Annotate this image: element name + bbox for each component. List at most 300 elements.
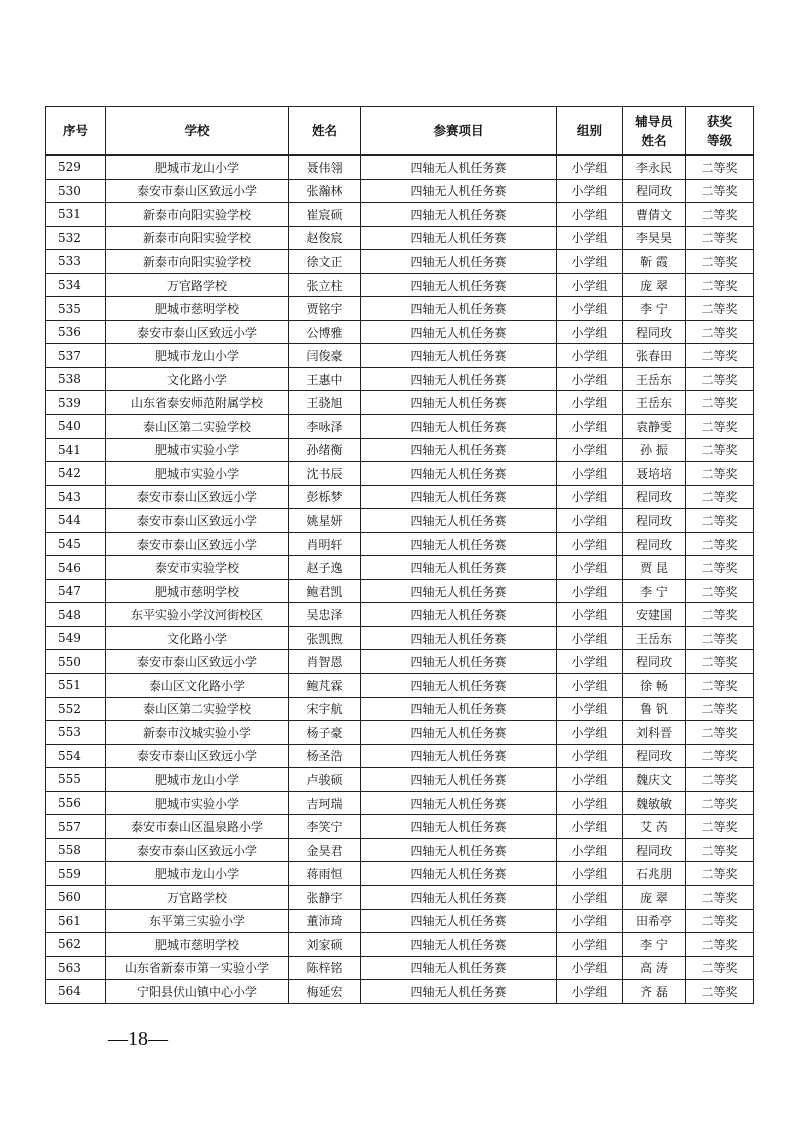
cell-group: 小学组 (557, 415, 623, 439)
cell-no: 546 (46, 556, 106, 580)
table-row (46, 744, 754, 768)
table-body (46, 155, 754, 1003)
cell-name: 赵子逸 (289, 556, 361, 580)
cell-name: 沈书辰 (289, 462, 361, 486)
cell-event: 四轴无人机任务赛 (361, 391, 557, 415)
cell-teacher: 李昊昊 (623, 226, 686, 250)
cell-school: 东平第三实验小学 (106, 909, 289, 933)
cell-no: 529 (46, 155, 106, 179)
cell-group: 小学组 (557, 297, 623, 321)
header-event: 参赛项目 (361, 107, 557, 156)
cell-event: 四轴无人机任务赛 (361, 626, 557, 650)
cell-name: 金昊君 (289, 838, 361, 862)
cell-school: 泰安市泰山区温泉路小学 (106, 815, 289, 839)
cell-event: 四轴无人机任务赛 (361, 697, 557, 721)
cell-teacher: 徐 畅 (623, 674, 686, 698)
cell-school: 肥城市龙山小学 (106, 155, 289, 179)
cell-award: 二等奖 (686, 862, 754, 886)
cell-group: 小学组 (557, 721, 623, 745)
cell-no: 550 (46, 650, 106, 674)
cell-name: 张静宇 (289, 885, 361, 909)
cell-teacher: 魏敏敏 (623, 791, 686, 815)
cell-teacher: 田希亭 (623, 909, 686, 933)
table-row (46, 815, 754, 839)
cell-event: 四轴无人机任务赛 (361, 344, 557, 368)
table-row (46, 415, 754, 439)
cell-school: 万官路学校 (106, 885, 289, 909)
cell-group: 小学组 (557, 626, 623, 650)
cell-name: 张凯煦 (289, 626, 361, 650)
table-row (46, 556, 754, 580)
cell-event: 四轴无人机任务赛 (361, 980, 557, 1004)
cell-group: 小学组 (557, 462, 623, 486)
cell-name: 鲍芃霖 (289, 674, 361, 698)
cell-award: 二等奖 (686, 391, 754, 415)
cell-teacher: 张春田 (623, 344, 686, 368)
cell-school: 文化路小学 (106, 367, 289, 391)
table-row (46, 603, 754, 627)
cell-name: 梅延宏 (289, 980, 361, 1004)
cell-event: 四轴无人机任务赛 (361, 155, 557, 179)
cell-name: 肖智恩 (289, 650, 361, 674)
cell-event: 四轴无人机任务赛 (361, 579, 557, 603)
cell-name: 彭栎梦 (289, 485, 361, 509)
cell-school: 肥城市龙山小学 (106, 344, 289, 368)
cell-group: 小学组 (557, 603, 623, 627)
cell-teacher: 高 涛 (623, 956, 686, 980)
cell-award: 二等奖 (686, 462, 754, 486)
cell-teacher: 王岳东 (623, 391, 686, 415)
cell-no: 531 (46, 203, 106, 227)
cell-teacher: 石兆朋 (623, 862, 686, 886)
cell-award: 二等奖 (686, 744, 754, 768)
cell-name: 张瀚林 (289, 179, 361, 203)
cell-name: 徐文正 (289, 250, 361, 274)
cell-group: 小学组 (557, 674, 623, 698)
cell-group: 小学组 (557, 791, 623, 815)
cell-school: 东平实验小学汶河街校区 (106, 603, 289, 627)
cell-event: 四轴无人机任务赛 (361, 650, 557, 674)
cell-school: 泰安市泰山区致远小学 (106, 320, 289, 344)
cell-school: 泰山区文化路小学 (106, 674, 289, 698)
cell-school: 泰安市泰山区致远小学 (106, 838, 289, 862)
cell-group: 小学组 (557, 815, 623, 839)
cell-group: 小学组 (557, 155, 623, 179)
header-school: 学校 (106, 107, 289, 156)
cell-no: 564 (46, 980, 106, 1004)
cell-no: 543 (46, 485, 106, 509)
cell-school: 肥城市龙山小学 (106, 768, 289, 792)
cell-no: 533 (46, 250, 106, 274)
cell-school: 肥城市慈明学校 (106, 579, 289, 603)
cell-event: 四轴无人机任务赛 (361, 297, 557, 321)
header-group: 组别 (557, 107, 623, 156)
header-teacher-line2: 姓名 (641, 132, 667, 148)
cell-teacher: 袁静雯 (623, 415, 686, 439)
cell-group: 小学组 (557, 203, 623, 227)
cell-name: 贾铭宇 (289, 297, 361, 321)
cell-event: 四轴无人机任务赛 (361, 815, 557, 839)
cell-group: 小学组 (557, 838, 623, 862)
cell-teacher: 李 宁 (623, 933, 686, 957)
cell-teacher: 程同玫 (623, 509, 686, 533)
cell-school: 肥城市龙山小学 (106, 862, 289, 886)
cell-no: 530 (46, 179, 106, 203)
cell-name: 鲍君凯 (289, 579, 361, 603)
cell-name: 王惠中 (289, 367, 361, 391)
cell-no: 551 (46, 674, 106, 698)
cell-no: 539 (46, 391, 106, 415)
cell-group: 小学组 (557, 532, 623, 556)
cell-award: 二等奖 (686, 980, 754, 1004)
cell-no: 538 (46, 367, 106, 391)
table-row (46, 791, 754, 815)
cell-name: 宋宇航 (289, 697, 361, 721)
cell-award: 二等奖 (686, 226, 754, 250)
cell-school: 泰安市泰山区致远小学 (106, 744, 289, 768)
cell-group: 小学组 (557, 933, 623, 957)
cell-school: 肥城市实验小学 (106, 462, 289, 486)
header-award-line1: 获奖 (706, 113, 732, 129)
cell-group: 小学组 (557, 909, 623, 933)
cell-no: 560 (46, 885, 106, 909)
cell-teacher: 李 宁 (623, 297, 686, 321)
cell-award: 二等奖 (686, 155, 754, 179)
cell-award: 二等奖 (686, 838, 754, 862)
cell-school: 文化路小学 (106, 626, 289, 650)
cell-group: 小学组 (557, 697, 623, 721)
cell-teacher: 程同玫 (623, 532, 686, 556)
table-header (46, 107, 754, 156)
cell-name: 公博雅 (289, 320, 361, 344)
table-row (46, 391, 754, 415)
cell-teacher: 程同玫 (623, 320, 686, 344)
cell-no: 540 (46, 415, 106, 439)
cell-name: 李咏泽 (289, 415, 361, 439)
cell-group: 小学组 (557, 885, 623, 909)
cell-teacher: 安建国 (623, 603, 686, 627)
awards-table (45, 106, 754, 1004)
cell-event: 四轴无人机任务赛 (361, 273, 557, 297)
cell-group: 小学组 (557, 956, 623, 980)
cell-group: 小学组 (557, 980, 623, 1004)
table-row (46, 273, 754, 297)
cell-school: 万官路学校 (106, 273, 289, 297)
cell-teacher: 王岳东 (623, 367, 686, 391)
cell-no: 557 (46, 815, 106, 839)
cell-school: 肥城市慈明学校 (106, 297, 289, 321)
cell-no: 537 (46, 344, 106, 368)
cell-school: 新泰市向阳实验学校 (106, 226, 289, 250)
cell-event: 四轴无人机任务赛 (361, 415, 557, 439)
cell-award: 二等奖 (686, 203, 754, 227)
cell-name: 刘家硕 (289, 933, 361, 957)
cell-award: 二等奖 (686, 532, 754, 556)
cell-group: 小学组 (557, 556, 623, 580)
cell-teacher: 齐 磊 (623, 980, 686, 1004)
cell-teacher: 程同玫 (623, 838, 686, 862)
cell-school: 泰山区第二实验学校 (106, 415, 289, 439)
cell-group: 小学组 (557, 438, 623, 462)
cell-no: 556 (46, 791, 106, 815)
cell-school: 山东省泰安师范附属学校 (106, 391, 289, 415)
cell-no: 555 (46, 768, 106, 792)
table-row (46, 674, 754, 698)
cell-no: 545 (46, 532, 106, 556)
table-row (46, 485, 754, 509)
cell-name: 杨子豪 (289, 721, 361, 745)
header-teacher (623, 107, 686, 156)
cell-award: 二等奖 (686, 909, 754, 933)
cell-event: 四轴无人机任务赛 (361, 674, 557, 698)
cell-group: 小学组 (557, 579, 623, 603)
cell-teacher: 程同玫 (623, 650, 686, 674)
cell-no: 549 (46, 626, 106, 650)
cell-event: 四轴无人机任务赛 (361, 862, 557, 886)
cell-award: 二等奖 (686, 438, 754, 462)
cell-group: 小学组 (557, 485, 623, 509)
table-row (46, 933, 754, 957)
header-teacher-line1: 辅导员 (635, 113, 673, 129)
cell-event: 四轴无人机任务赛 (361, 956, 557, 980)
cell-group: 小学组 (557, 768, 623, 792)
table-row (46, 297, 754, 321)
cell-event: 四轴无人机任务赛 (361, 438, 557, 462)
cell-group: 小学组 (557, 273, 623, 297)
cell-no: 534 (46, 273, 106, 297)
cell-school: 新泰市向阳实验学校 (106, 203, 289, 227)
cell-name: 蒋雨恒 (289, 862, 361, 886)
cell-school: 肥城市实验小学 (106, 791, 289, 815)
cell-award: 二等奖 (686, 933, 754, 957)
cell-event: 四轴无人机任务赛 (361, 320, 557, 344)
cell-school: 新泰市汶城实验小学 (106, 721, 289, 745)
table-row (46, 367, 754, 391)
cell-teacher: 王岳东 (623, 626, 686, 650)
page-number: —18— (108, 1028, 168, 1050)
cell-award: 二等奖 (686, 415, 754, 439)
table-row (46, 226, 754, 250)
cell-teacher: 魏庆文 (623, 768, 686, 792)
cell-award: 二等奖 (686, 509, 754, 533)
table-row (46, 626, 754, 650)
cell-name: 杨圣浩 (289, 744, 361, 768)
cell-award: 二等奖 (686, 556, 754, 580)
cell-event: 四轴无人机任务赛 (361, 768, 557, 792)
table-row (46, 697, 754, 721)
cell-school: 泰安市泰山区致远小学 (106, 650, 289, 674)
table-row (46, 956, 754, 980)
cell-name: 李笑宁 (289, 815, 361, 839)
cell-school: 山东省新泰市第一实验小学 (106, 956, 289, 980)
cell-name: 肖明轩 (289, 532, 361, 556)
cell-group: 小学组 (557, 650, 623, 674)
cell-group: 小学组 (557, 509, 623, 533)
cell-teacher: 程同玫 (623, 744, 686, 768)
table-row (46, 885, 754, 909)
cell-no: 536 (46, 320, 106, 344)
cell-name: 闫俊豪 (289, 344, 361, 368)
cell-event: 四轴无人机任务赛 (361, 250, 557, 274)
cell-teacher: 程同玫 (623, 485, 686, 509)
cell-no: 548 (46, 603, 106, 627)
table-row (46, 179, 754, 203)
cell-teacher: 孙 振 (623, 438, 686, 462)
cell-event: 四轴无人机任务赛 (361, 179, 557, 203)
cell-group: 小学组 (557, 862, 623, 886)
cell-teacher: 鲁 钒 (623, 697, 686, 721)
cell-teacher: 李 宁 (623, 579, 686, 603)
cell-school: 泰安市泰山区致远小学 (106, 179, 289, 203)
cell-teacher: 刘科晋 (623, 721, 686, 745)
table-row (46, 438, 754, 462)
cell-event: 四轴无人机任务赛 (361, 462, 557, 486)
table-row (46, 768, 754, 792)
cell-school: 泰山区第二实验学校 (106, 697, 289, 721)
cell-teacher: 庞 翠 (623, 273, 686, 297)
table-row (46, 320, 754, 344)
cell-no: 562 (46, 933, 106, 957)
header-no: 序号 (46, 107, 106, 156)
cell-award: 二等奖 (686, 250, 754, 274)
table-row (46, 462, 754, 486)
table-row (46, 909, 754, 933)
cell-school: 泰安市泰山区致远小学 (106, 532, 289, 556)
table-row (46, 650, 754, 674)
header-name: 姓名 (289, 107, 361, 156)
cell-teacher: 程同玫 (623, 179, 686, 203)
cell-award: 二等奖 (686, 485, 754, 509)
cell-no: 559 (46, 862, 106, 886)
cell-award: 二等奖 (686, 674, 754, 698)
cell-school: 泰安市泰山区致远小学 (106, 485, 289, 509)
cell-event: 四轴无人机任务赛 (361, 485, 557, 509)
cell-no: 552 (46, 697, 106, 721)
cell-teacher: 艾 芮 (623, 815, 686, 839)
cell-group: 小学组 (557, 391, 623, 415)
table-row (46, 203, 754, 227)
cell-award: 二等奖 (686, 603, 754, 627)
cell-no: 544 (46, 509, 106, 533)
cell-no: 547 (46, 579, 106, 603)
cell-award: 二等奖 (686, 320, 754, 344)
cell-award: 二等奖 (686, 791, 754, 815)
cell-group: 小学组 (557, 744, 623, 768)
table-row (46, 344, 754, 368)
cell-award: 二等奖 (686, 297, 754, 321)
cell-event: 四轴无人机任务赛 (361, 226, 557, 250)
cell-event: 四轴无人机任务赛 (361, 791, 557, 815)
cell-no: 553 (46, 721, 106, 745)
cell-teacher: 聂培培 (623, 462, 686, 486)
table-row (46, 579, 754, 603)
cell-school: 新泰市向阳实验学校 (106, 250, 289, 274)
table-row (46, 155, 754, 179)
cell-name: 卢骏硕 (289, 768, 361, 792)
cell-teacher: 靳 霞 (623, 250, 686, 274)
cell-award: 二等奖 (686, 885, 754, 909)
cell-event: 四轴无人机任务赛 (361, 838, 557, 862)
header-row (46, 107, 754, 156)
header-award-line2: 等级 (706, 132, 732, 148)
cell-school: 肥城市慈明学校 (106, 933, 289, 957)
cell-event: 四轴无人机任务赛 (361, 203, 557, 227)
header-award (686, 107, 754, 156)
cell-group: 小学组 (557, 226, 623, 250)
cell-name: 王骁旭 (289, 391, 361, 415)
cell-no: 535 (46, 297, 106, 321)
cell-event: 四轴无人机任务赛 (361, 367, 557, 391)
cell-group: 小学组 (557, 320, 623, 344)
cell-award: 二等奖 (686, 626, 754, 650)
cell-event: 四轴无人机任务赛 (361, 885, 557, 909)
cell-award: 二等奖 (686, 579, 754, 603)
cell-name: 孙绪衡 (289, 438, 361, 462)
cell-no: 542 (46, 462, 106, 486)
cell-name: 张立柱 (289, 273, 361, 297)
cell-name: 吴忠泽 (289, 603, 361, 627)
table-row (46, 509, 754, 533)
cell-group: 小学组 (557, 367, 623, 391)
cell-no: 554 (46, 744, 106, 768)
cell-award: 二等奖 (686, 273, 754, 297)
cell-name: 姚星妍 (289, 509, 361, 533)
cell-school: 泰安市实验学校 (106, 556, 289, 580)
cell-award: 二等奖 (686, 815, 754, 839)
cell-award: 二等奖 (686, 650, 754, 674)
cell-event: 四轴无人机任务赛 (361, 556, 557, 580)
cell-event: 四轴无人机任务赛 (361, 721, 557, 745)
table-row (46, 838, 754, 862)
cell-teacher: 曹倩文 (623, 203, 686, 227)
table-row (46, 250, 754, 274)
table-row (46, 980, 754, 1004)
cell-award: 二等奖 (686, 697, 754, 721)
table-row (46, 721, 754, 745)
cell-no: 563 (46, 956, 106, 980)
cell-event: 四轴无人机任务赛 (361, 532, 557, 556)
cell-teacher: 李永民 (623, 155, 686, 179)
cell-name: 吉珂瑞 (289, 791, 361, 815)
cell-group: 小学组 (557, 179, 623, 203)
cell-event: 四轴无人机任务赛 (361, 909, 557, 933)
table-row (46, 532, 754, 556)
cell-event: 四轴无人机任务赛 (361, 933, 557, 957)
cell-name: 聂伟翎 (289, 155, 361, 179)
cell-no: 558 (46, 838, 106, 862)
cell-school: 肥城市实验小学 (106, 438, 289, 462)
cell-award: 二等奖 (686, 956, 754, 980)
cell-no: 532 (46, 226, 106, 250)
cell-name: 陈梓铭 (289, 956, 361, 980)
cell-award: 二等奖 (686, 179, 754, 203)
cell-award: 二等奖 (686, 721, 754, 745)
cell-name: 崔宸硕 (289, 203, 361, 227)
cell-award: 二等奖 (686, 344, 754, 368)
cell-group: 小学组 (557, 250, 623, 274)
cell-name: 董沛琦 (289, 909, 361, 933)
table-row (46, 862, 754, 886)
cell-award: 二等奖 (686, 367, 754, 391)
cell-event: 四轴无人机任务赛 (361, 744, 557, 768)
cell-teacher: 贾 昆 (623, 556, 686, 580)
cell-award: 二等奖 (686, 768, 754, 792)
cell-group: 小学组 (557, 344, 623, 368)
cell-no: 561 (46, 909, 106, 933)
cell-no: 541 (46, 438, 106, 462)
cell-teacher: 庞 翠 (623, 885, 686, 909)
cell-school: 宁阳县伏山镇中心小学 (106, 980, 289, 1004)
